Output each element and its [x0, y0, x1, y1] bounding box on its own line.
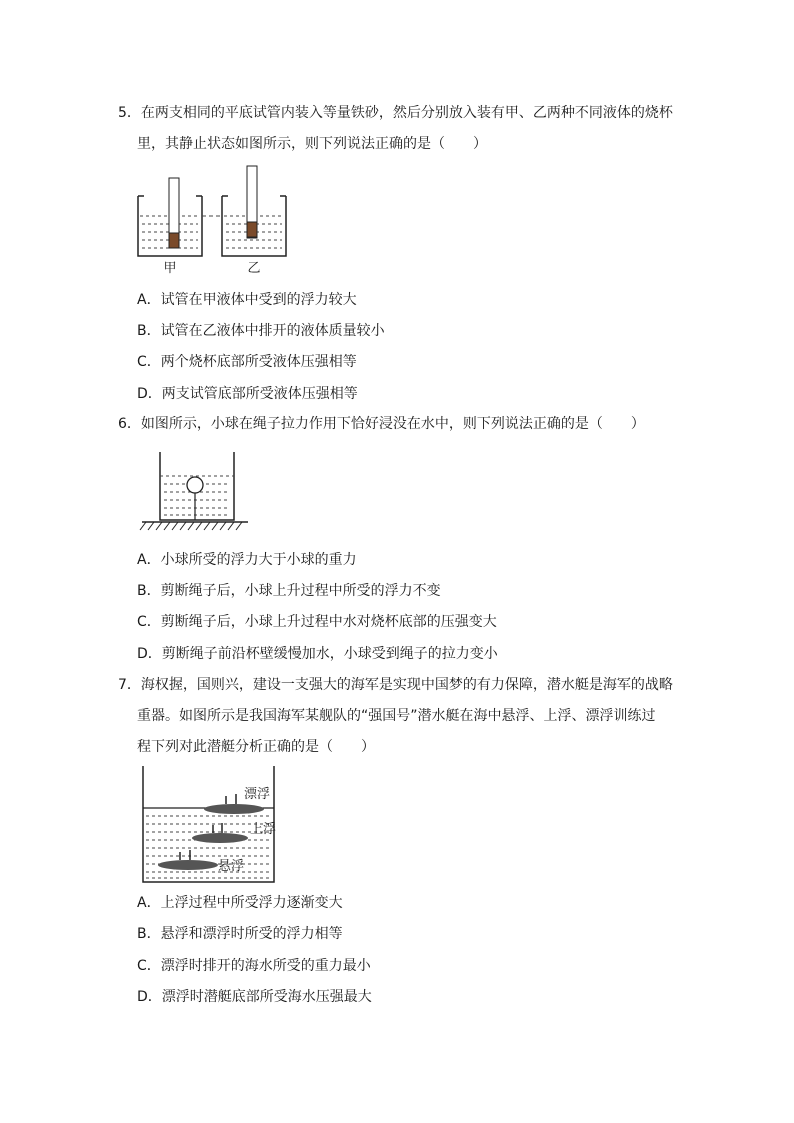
q7-option-c[interactable]: C．漂浮时排开的海水所受的重力最小	[137, 958, 371, 974]
q7-option-b[interactable]: B．悬浮和漂浮时所受的浮力相等	[137, 926, 343, 942]
label-suspended: 悬浮	[218, 859, 245, 874]
q6-stem-line-1: 6．如图所示，小球在绳子拉力作用下恰好浸没在水中，则下列说法正确的是（ ）	[118, 416, 645, 432]
q5-stem-line-1: 5．在两支相同的平底试管内装入等量铁砂，然后分别放入装有甲、乙两种不同液体的烧杯	[118, 105, 673, 121]
q7-submarine-figure	[140, 766, 280, 884]
ball	[187, 477, 203, 493]
submarine-suspended	[158, 850, 218, 870]
q5-stem-line-2: 里，其静止状态如图所示，则下列说法正确的是（ ）	[137, 136, 487, 152]
q6-option-a[interactable]: A．小球所受的浮力大于小球的重力	[137, 552, 357, 568]
q7-stem-line-2: 重器。如图所示是我国海军某舰队的“强国号”潜水艇在海中悬浮、上浮、漂浮训练过	[137, 708, 656, 724]
q7-option-a[interactable]: A．上浮过程中所受浮力逐渐变大	[137, 895, 343, 911]
q7-option-d[interactable]: D．漂浮时潜艇底部所受海水压强最大	[137, 989, 372, 1005]
label-jia: 甲	[163, 261, 177, 276]
q7-stem-line-3: 程下列对此潜艇分析正确的是（ ）	[137, 739, 375, 755]
q5-option-a[interactable]: A．试管在甲液体中受到的浮力较大	[137, 292, 357, 308]
q6-option-d[interactable]: D．剪断绳子前沿杯壁缓慢加水，小球受到绳子的拉力变小	[137, 646, 498, 662]
submarine-rising	[192, 823, 248, 843]
q6-option-c[interactable]: C．剪断绳子后，小球上升过程中水对烧杯底部的压强变大	[137, 614, 497, 630]
q6-option-b[interactable]: B．剪断绳子后，小球上升过程中所受的浮力不变	[137, 583, 441, 599]
q5-option-b[interactable]: B．试管在乙液体中排开的液体质量较小	[137, 323, 385, 339]
beaker-yi	[222, 166, 286, 256]
q7-stem-line-1: 7．海权握，国则兴，建设一支强大的海军是实现中国梦的有力保障，潜水艇是海军的战略	[118, 677, 673, 693]
q6-ball-figure	[140, 448, 252, 534]
label-floating: 漂浮	[244, 787, 271, 802]
q5-option-d[interactable]: D．两支试管底部所受液体压强相等	[137, 386, 358, 402]
q5-beakers-figure	[130, 160, 290, 280]
label-yi: 乙	[247, 261, 261, 276]
beaker-jia	[138, 178, 202, 256]
label-rising: 上浮	[250, 822, 277, 837]
q5-option-c[interactable]: C．两个烧杯底部所受液体压强相等	[137, 354, 357, 370]
